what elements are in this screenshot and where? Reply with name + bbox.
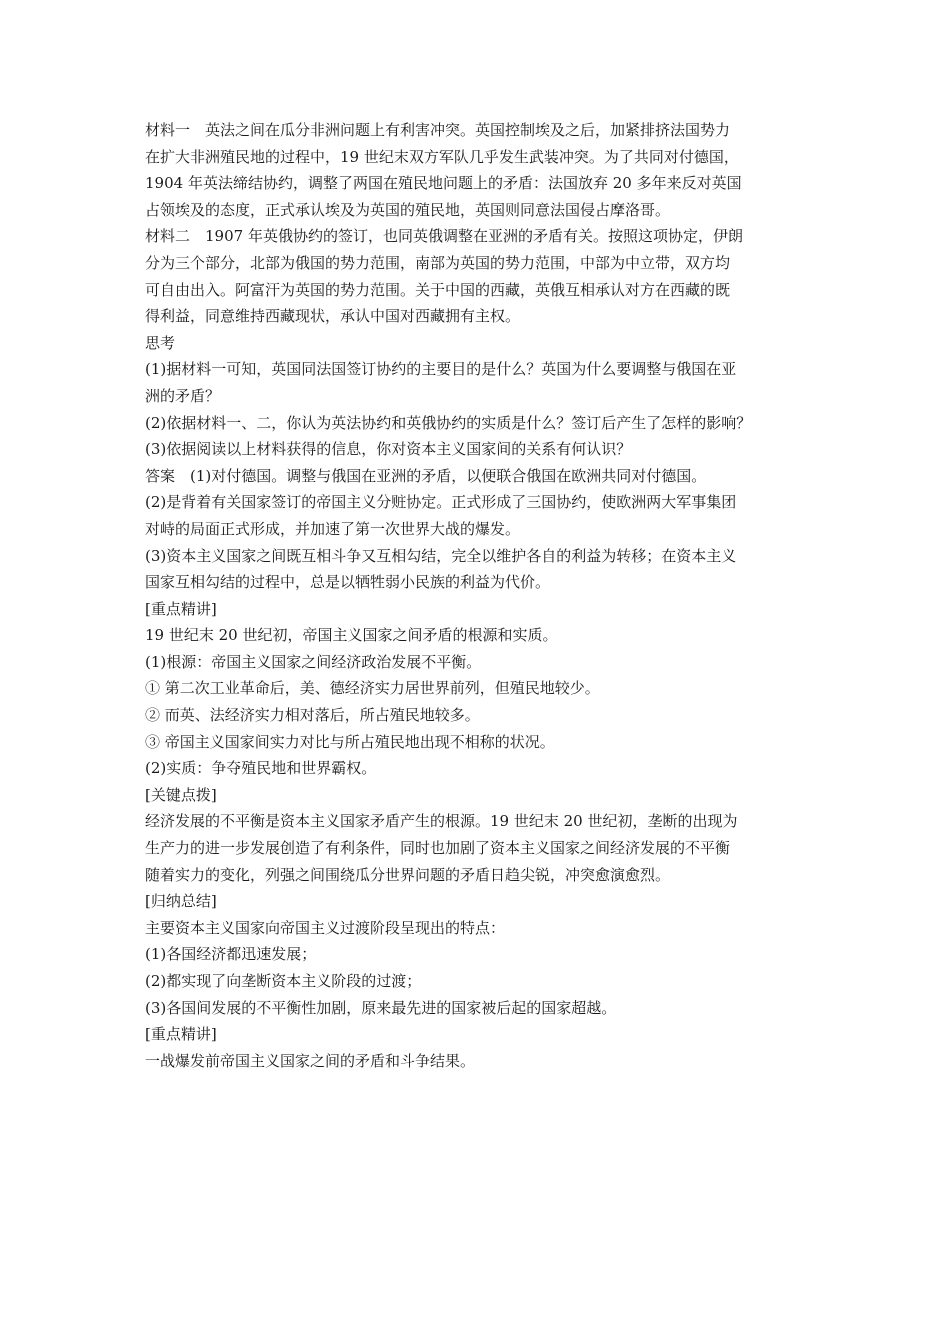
root-cause: (1)根源：帝国主义国家之间经济政治发展不平衡。	[145, 652, 482, 671]
question-1-line-1: (1)据材料一可知，英国同法国签订协约的主要目的是什么？英国为什么要调整与俄国在亚	[145, 360, 737, 379]
question-2: (2)依据材料一、二，你认为英法协约和英俄协约的实质是什么？签订后产生了怎样的影响？	[145, 413, 752, 432]
answer-2-line-1: (2)是背着有关国家签订的帝国主义分赃协定。正式形成了三国协约，使欧洲两大军事集团	[145, 493, 737, 512]
material-2-line-1: 材料二 1907 年英俄协约的签订，也同英俄调整在亚洲的矛盾有关。按照这项协定，伊朗	[145, 227, 743, 246]
key-explanation-topic-2: 一战爆发前帝国主义国家之间的矛盾和斗争结果。	[145, 1051, 476, 1070]
answer-3-line-2: 国家互相勾结的过程中，总是以牺牲弱小民族的利益为代价。	[145, 573, 551, 592]
key-explanation-heading: [重点精讲]	[145, 599, 217, 618]
summary-point-2: (2)都实现了向垄断资本主义阶段的过渡；	[145, 972, 422, 990]
question-3: (3)依据阅读以上材料获得的信息，你对资本主义国家间的关系有何认识？	[145, 440, 632, 459]
material-1-line-1: 材料一 英法之间在瓜分非洲问题上有利害冲突。英国控制埃及之后，加紧排挤法国势力	[145, 121, 731, 139]
material-1-line-4: 占领埃及的态度，正式承认埃及为英国的殖民地，英国则同意法国侵占摩洛哥。	[145, 200, 671, 219]
essence: (2)实质：争夺殖民地和世界霸权。	[145, 759, 377, 778]
answer-2-line-2: 对峙的局面正式形成，并加速了第一次世界大战的爆发。	[145, 519, 521, 538]
key-explanation-heading-2: [重点精讲]	[145, 1025, 217, 1044]
answer-3-line-1: (3)资本主义国家之间既互相斗争又互相勾结，完全以维护各自的利益为转移；在资本主义	[145, 546, 737, 565]
root-cause-point-1: ① 第二次工业革命后，美、德经济实力居世界前列，但殖民地较少。	[145, 679, 600, 698]
key-tip-heading: [关键点拨]	[145, 785, 217, 804]
summary-heading: [归纳总结]	[145, 892, 217, 911]
summary-point-1: (1)各国经济都迅速发展；	[145, 945, 317, 964]
root-cause-point-2: ② 而英、法经济实力相对落后，所占殖民地较多。	[145, 706, 480, 725]
document-body	[145, 117, 825, 1074]
material-2-line-3: 可自由出入。阿富汗为英国的势力范围。关于中国的西藏，英俄互相承认对方在西藏的既	[145, 280, 731, 299]
key-explanation-topic: 19 世纪末 20 世纪初，帝国主义国家之间矛盾的根源和实质。	[145, 626, 558, 645]
key-tip-line-1: 经济发展的不平衡是资本主义国家矛盾产生的根源。19 世纪末 20 世纪初，垄断的出现为	[145, 812, 738, 831]
key-tip-line-2: 生产力的进一步发展创造了有利条件，同时也加剧了资本主义国家之间经济发展的不平衡	[145, 839, 731, 858]
key-tip-line-3: 随着实力的变化，列强之间围绕瓜分世界问题的矛盾日趋尖锐，冲突愈演愈烈。	[145, 865, 671, 884]
answer-1: 答案 (1)对付德国。调整与俄国在亚洲的矛盾，以便联合俄国在欧洲共同对付德国。	[145, 466, 707, 485]
material-1-line-3: 1904 年英法缔结协约，调整了两国在殖民地问题上的矛盾：法国放弃 20 多年来反对英国	[145, 174, 742, 193]
material-1-line-2: 在扩大非洲殖民地的过程中，19 世纪末双方军队几乎发生武装冲突。为了共同对付德国，	[145, 147, 739, 166]
summary-intro: 主要资本主义国家向帝国主义过渡阶段呈现出的特点：	[145, 918, 506, 937]
summary-point-3: (3)各国间发展的不平衡性加剧，原来最先进的国家被后起的国家超越。	[145, 998, 617, 1017]
material-2-line-4: 得利益，同意维持西藏现状，承认中国对西藏拥有主权。	[145, 307, 521, 326]
question-1-line-2: 洲的矛盾？	[145, 386, 221, 405]
think-heading: 思考	[145, 333, 176, 352]
root-cause-point-3: ③ 帝国主义国家间实力对比与所占殖民地出现不相称的状况。	[145, 732, 555, 751]
material-2-line-2: 分为三个部分，北部为俄国的势力范围，南部为英国的势力范围，中部为中立带，双方均	[145, 253, 731, 272]
